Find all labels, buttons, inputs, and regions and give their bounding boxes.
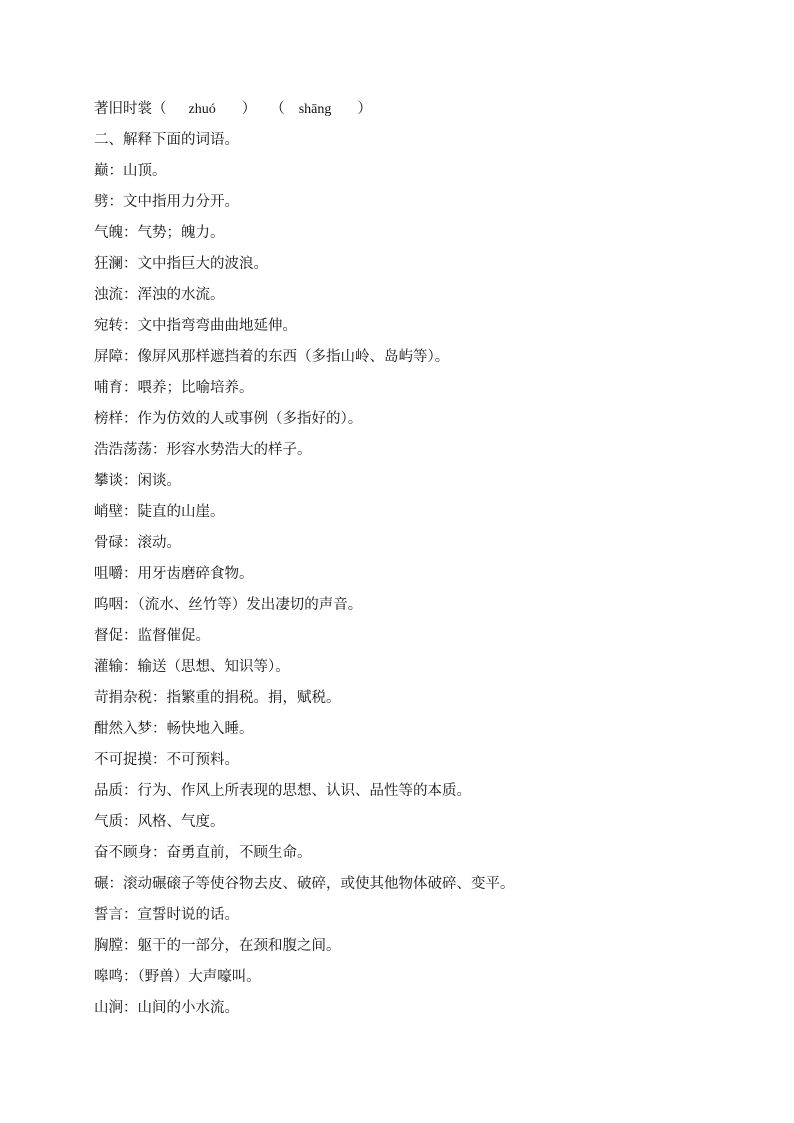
pinyin-open-2: （ [270,101,285,117]
entry-23: 奋不顾身：奋勇直前，不顾生命。 [94,845,312,861]
entry-19: 酣然入梦：畅快地入睡。 [94,721,254,737]
entry-9: 榜样：作为仿效的人或事例（多指好的）。 [94,411,363,427]
pinyin-line [94,94,734,125]
document-body [94,94,734,1024]
entry-27: 嗥鸣：（野兽）大声嚎叫。 [94,969,261,985]
pinyin-value-1: zhuó [188,102,216,117]
entry-4: 狂澜：文中指巨大的波浪。 [94,256,268,272]
entry-13: 骨碌：滚动。 [94,535,181,551]
section-heading: 二、解释下面的词语。 [94,132,239,148]
entry-17: 灌输：输送（思想、知识等）。 [94,659,290,675]
pinyin-value-2: shāng [298,102,332,117]
pinyin-close-2: ） [357,101,372,117]
entry-18: 苛捐杂税：指繁重的捐税。捐，赋税。 [94,690,341,706]
entry-22: 气质：风格、气度。 [94,814,225,830]
entry-7: 屏障：像屏风那样遮挡着的东西（多指山岭、岛屿等）。 [94,349,450,365]
entry-28: 山涧：山间的小水流。 [94,1000,239,1016]
entry-5: 浊流：浑浊的水流。 [94,287,225,303]
entry-3: 气魄：气势；魄力。 [94,225,225,241]
entry-25: 誓言：宣誓时说的话。 [94,907,239,923]
entry-11: 攀谈：闲谈。 [94,473,181,489]
entry-21: 品质：行为、作风上所表现的思想、认识、品性等的本质。 [94,783,471,799]
entry-12: 峭壁：陡直的山崖。 [94,504,225,520]
entry-1: 巅：山顶。 [94,163,167,179]
entry-15: 呜咽：（流水、丝竹等）发出凄切的声音。 [94,597,363,613]
entry-6: 宛转：文中指弯弯曲曲地延伸。 [94,318,297,334]
entry-10: 浩浩荡荡：形容水势浩大的样子。 [94,442,312,458]
entry-20: 不可捉摸：不可预料。 [94,752,239,768]
pinyin-close-1: ） [241,101,257,117]
entry-14: 咀嚼：用牙齿磨碎食物。 [94,566,254,582]
entry-2: 劈：文中指用力分开。 [94,194,239,210]
entry-26: 胸膛：躯干的一部分，在颈和腹之间。 [94,938,341,954]
entry-24: 碾：滚动碾磙子等使谷物去皮、破碎，或使其他物体破碎、变平。 [94,876,515,892]
entry-16: 督促：监督催促。 [94,628,210,644]
pinyin-term: 著旧时裳（ [94,101,167,117]
entry-8: 哺育：喂养；比喻培养。 [94,380,254,396]
